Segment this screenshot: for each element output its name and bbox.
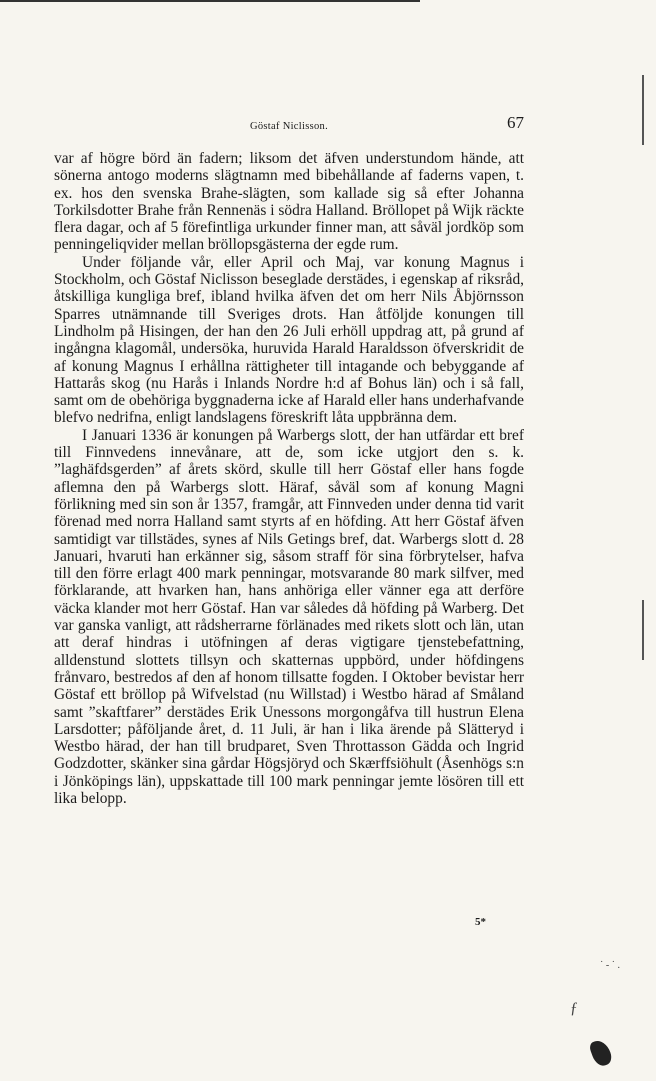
running-title: Göstaf Niclisson. (249, 121, 328, 132)
ink-speck: ˙ ‑ ˙ . (600, 960, 620, 971)
top-rule (0, 0, 420, 2)
signature-mark: 5* (475, 916, 486, 928)
page-edge-mark (642, 75, 644, 145)
ink-speck: ƒ (570, 1000, 578, 1017)
paragraph: var af högre börd än fadern; liksom det äfven understundom hände, att sönerna antogo moderns slägtnamn med bibehållande af faderns vapen, t. ex. hos den svenska Brahe-slägten, som kallade sig så efter Johanna Torkilsdotter Brahe från Rennenäs i södra Halland. Bröllopet på Wijk räckte flera dagar, och af 5 förefintliga urkunder finner man, att såväl jordköp som penningeliqvider mellan bröllopsgästerna der egde rum. (54, 150, 524, 254)
page-header (54, 113, 524, 135)
ink-blot (588, 1038, 614, 1069)
paragraph: I Januari 1336 är konungen på Warbergs slott, der han utfärdar ett bref till Finnvedens innevånare, att de, som icke utgjort den s. k. ”laghäfdsgerden” af årets skörd, skulle till herr Göstaf eller hans fogde aflemna den på Warbergs slott. Häraf, såväl som af konung Magni förlikning med sin son år 1357, framgår, att Finnveden under denna tid varit förenad med norra Halland samt styrts af en höfding. Att herr Göstaf äfven samtidigt var tillstädes, synes af Nils Getings bref, dat. Warbergs slott d. 28 Januari, hvaruti han erkänner sig, såsom straff för sina förbrytelser, hafva till den förre erlagt 400 mark penningar, motsvarande 80 mark silfver, med förklarande, att hvarken han, hans anhöriga eller vänner ega att derföre väcka klander mot herr Göstaf. Han var således då höfding på Warberg. Det var ganska vanligt, att rådsherrarne förlänades med rikets slott och län, utan att deraf hindras i utöfningen af deras vigtigare tjenstebefattning, alldenstund slottets tillsyn och skatternas uppbörd, under höfdingens frånvaro, bestredos af den af honom tillsatte fogden. I Oktober bevistar herr Göstaf ett bröllop på Wifvelstad (nu Willstad) i Westbo härad af Småland samt ”skaftfarer” derstädes Erik Unessons morgongåfva till hustrun Elena Larsdotter; påföljande året, d. 11 Juli, är han i lika ärende på Slätteryd i Westbo härad, der han till brudparet, Sven Throttasson Gädda och Ingrid Godzdotter, skänker sina gårdar Högsjöryd och Skærffsiöhult (Åsenhögs s:n i Jönköpings län), uppskattade till 100 mark penningar jemte lösören till ett lika belopp. (54, 426, 524, 807)
page-number: 67 (507, 113, 524, 132)
body-text (54, 150, 524, 807)
paragraph: Under följande vår, eller April och Maj, var konung Magnus i Stockholm, och Göstaf Niclisson beseglade derstädes, i egenskap af riksråd, åtskilliga kungliga bref, ibland hvilka äfven det om herr Nils Åbjörnsson Sparres utnämnande till Sveriges drots. Han åtföljde konungen till Lindholm på Hisingen, der han den 26 Juli erhöll uppdrag att, på grund af ingångna klagomål, undersöka, huruvida Harald Haraldsson öfverskridit de af konung Magnus I erhållna rättigheter till intagande och bebyggande af Hattarås skog (nu Harås i Inlands Nordre h:d af Bohus län) och i så fall, samt om de obehöriga byggnaderna icke af Harald eller hans underhafvande blefvo nedrifna, enligt landslagens föreskrift låta uppbränna dem. (54, 253, 524, 427)
page-edge-mark (642, 600, 644, 660)
